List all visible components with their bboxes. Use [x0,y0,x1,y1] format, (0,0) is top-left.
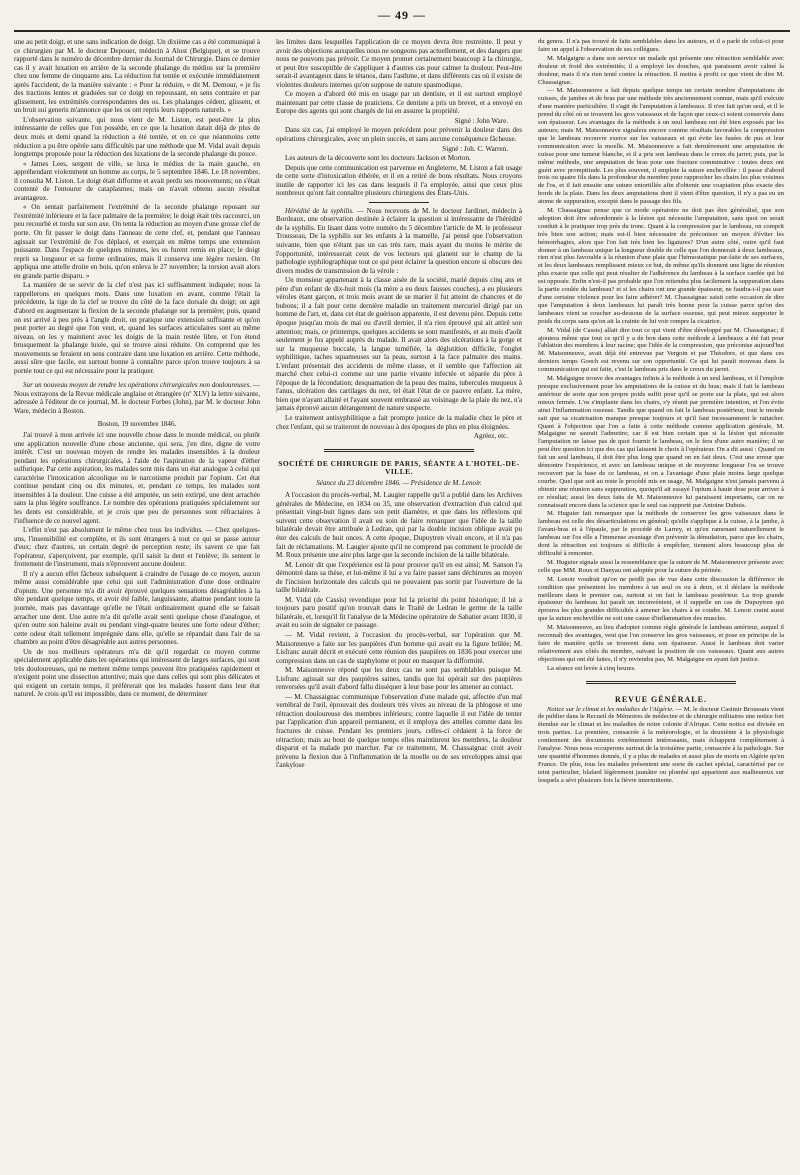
paragraph: — M. Maisonneuve a fait depuis quelque temps un certain nombre d'amputations de cuisses, de jambes et de bras par une méthode très anciennement connue, mais qu'il exécute d'une manière particulière. Il s'agit de l'amputation à lambeaux. Il n'en fait qu'un seul, et il le prend du côté où se trouvent les gros vaisseaux et de façon que ceux-ci soient conservés dans son épaisseur. Les avantages de la méthode à un seul lambeau ont été bien exposés par les auteurs; mais M. Maisonneuve signalera encore comme résultats favorables la compression que le lambeau recouvre exerce sur les vaisseaux et qui évite les fusées de pus et leur communication avec la moelle. M. Maisonneuve a fait dernièrement une amputation de cuisse pour une tumeur blanche, et il a pris son lambeau dans le creux du jarret; puis, par la même méthode, une amputation de bras pour une fracture comminutive : toutes deux ont guéri avec promptitude. Les plus souvent, il emploie la suture enchevillée : il passe d'abord trois ou quatre fils dans la profondeur du membre pour rapprocher les chairs les plus voisines de l'os, et il fait ensuite une suture entortillée afin d'obtenir une coaptation plus exacte des bords de la plaie. Dans les deux amputations dont il vient d'être question, il n'y a pas eu un atome de suppuration, excepté dans le passage des fils. [538,87,784,206]
page-number: — 49 — [378,8,426,22]
paragraph: L'effet n'est pas absolument le même chez tous les individus. — Chez quelques-uns, l'insensibilité est complète, et ils sont étrangers à tout ce qui se passe autour d'eux; chez d'autres, un certain degré de perception reste; ils savent ce que fait l'opérateur, s'aperçoivent, par exemple, qu'il saisit la dent et l'enlève; ils sentent le frottement de l'instrument, mais n'éprouvent aucune douleur. [14,526,260,569]
paragraph: Les auteurs de la découverte sont les docteurs Jackson et Morton. [285,154,471,163]
paragraph: M. Lenoir dit que l'expérience est là pour prouver qu'il en est ainsi; M. Sanson l'a démontré dans sa thèse, et lui-même il lui a vu faire passer sans déchirures au moyen de l'incision horizontale des calculs qui ne pouvaient pas sortir par l'ouverture de la taille bilatérale. [276,560,522,595]
paragraph: Il n'y a aucun effet fâcheux subséquent à craindre de l'usage de ce moyen, aucun même aussi considérable que celui qui suit l'administration d'une dose ordinaire d'opium. Une personne m'a dit avoir éprouvé quelques sensations désagréables à la tête pendant quelque temps, et avoir été faible, languissante, abattue pendant toute la journée, mais pas davantage qu'elle ne l'était ordinairement quand elle se faisait arracher une dent. Une autre m'a dit qu'elle avait senti quelque chose d'analogue, et qu'en outre son haleine avait eu pendant vingt-quatre heures une forte odeur d'éther; cette odeur était tellement imprégnée dans elle, qu'elle se répandait dans l'air de sa chambre au point d'être désagréable aux autres personnes. [14,569,260,647]
paragraph: Ce moyen a d'abord été mis en usage par un dentiste, et il est surtout employé maintenant par cette classe de praticiens. Ce dentiste a pris un brevet, et a envoyé en Europe des agents qui sont chargés de lui en assurer la propriété. [276,90,522,116]
paragraph: Un monsieur appartenant à la classe aisée de la société, marié depuis cinq ans et père d'un enfant de dix-huit mois (la mère a eu deux fausses couches), a eu plusieurs véroles étant garçon, et trois mois avant de se marier il fut atteint de chancres et de bubons; il a fait pour cette dernière maladie un traitement mercuriel dirigé par un homme de l'art, et, dans cet état de guérison apparente, il est devenu père. Depuis cette époque jusqu'au mois de mai ou d'avril dernier, il n'a rien éprouvé qui ait attiré son attention; mais, ce printemps, quelques accidents se sont manifestés, et au mois d'août seulement je fus appelé auprès du malade. Il avait alors des ulcérations à la gorge et sur la muqueuse buccale, la langue tuméfiée, la déglutition difficile, l'onglet syphilitique, taches squameuses sur la peau, surtout à la face palmaire des mains. L'enfant présentait des accidents de même classe, et il semble que l'affection ait marché chez celui-ci comme sur une partie vivante infectée et séparée du père à l'époque de la fécondation; desquamation de la peau des mains, tubercules muqueux à l'anus, ulcération des cartilages du nez, tel était l'état de ce pauvre enfant. La mère, bien que n'ayant allaité et l'ayant souvent embrassé au voisinage de la plaie du nez, n'a jamais éprouvé aucun dérangement de nature suspecte. [276,276,522,413]
article-intro-text: — Nous recevons de M. le docteur Jardinet, médecin à Bordeaux, une observation destinée à éclairer la question si intéressante de l'hérédité de la syphilis. En lisant dans votre numéro du 5 décembre l'article de M. le professeur Trousseau, De la syphilis sur les enfants à la mamelle, j'ai pensé que l'observation suivante, bien que n'étant pas un cas très rare, mais ayant du moins le mérite de l'opportunité, intéresserait ceux de vos lecteurs qui glanent sur le champ de la pathologie syphilographique tout ce qui peut éclairer la question encore si obscure des divers modes de transmission de la vérole : [276,206,522,275]
article-title: Notice sur le climat et les maladies de l'Algérie. [547,705,674,713]
session-line: Séance du 23 décembre 1846. — Présidence de M. Lenoir. [316,478,482,487]
article-intro-text: — M. le docteur Casimir Broussais vient de publier dans le Recueil de Mémoires de médecine et de chirurgie militaires une notice fort étendue sur le climat et les maladies de notre colonie d'Afrique. Cette notice est divisée en trois parties. La première, consacrée à la météorologie, et la deuxième à la physiologie contiennent des documents extrêmement intéressants, mais échappent complètement à l'analyse. Nous nous occuperons surtout de la troisième partie, consacrée à la pathologie. Sur une quantité d'hommes donnés, il y a plus de malades et aussi plus de morts en Algérie qu'en France. De plus, tous les malades présentent une sorte de cachet spécial, caractérisé par ce teint particulier, blafard légèrement jaunâtre ou plombé qui appartient aux malheureux sur lesquels a sévi plusieurs fois la fièvre intermittente. [538,705,784,784]
column-right [538,38,784,1163]
article-intro [14,381,260,415]
paragraph: une au petit doigt, et une sans indication de doigt. Un dixième cas a été communiqué à ce chirurgien par M. le docteur Depouer, médecin à Alost (Belgique), et se trouve rapporté dans le numéro de décembre dernier du Journal de Chirurgie. Dans ce dernier cas il y avait luxation en arrière de la seconde phalange du médius sur la première chez une femme de cinquante ans. La réduction fut tentée et exécutée immédiatement après l'accident, de la manière suivante : « Pour la réduire, » dit M. Demour, « je fis des tractions lentes et graduées sur ce doigt en repoussant, en sens contraire et par glissement, les extrémités correspondantes des os. Les phalanges cédent, glissent, et un bruit sui generis m'annonce que les os ont repris leurs rapports naturels. » [14,38,260,115]
paragraph: J'ai trouvé à mon arrivée ici une nouvelle chose dans le monde médical, ou plutôt une application nouvelle d'une chose ancienne, qui sera, j'en dire, digne de votre intérêt. C'est un nouveau moyen de rendre les malades insensibles à la douleur pendant les opérations chirurgicales, à l'aide de l'aspiration de la vapeur d'éther sulfurique. Par cette aspiration, les malades sont mis dans un état analogue à celui qui caractérise l'intoxication alcoolique ou le narcotisme produit par l'opium. Cet état continue pendant cinq ou dix minutes, et, pendant ce temps, les malades sont insensibles à la douleur. Une cuisse a été amputée, un sein extirpé, une dent arrachée sans la plus légère souffrance. Le nombre des opérations pratiquées spécialement sur les dents est considérable, et je crois que peu de personnes sont réfractaires à l'influence de ce nouvel agent. [14,431,260,525]
article-title: Hérédité de la syphilis. [285,206,354,215]
paragraph: les limites dans lesquelles l'application de ce moyen devra être restreinte. Il peut y avoir des objections auxquelles nous ne songeons pas actuellement, et des dangers que nous ne pouvons pas prévoir. Ce moyen promet certainement beaucoup à la chirurgie, et peut être susceptible de s'appliquer à d'autres cas pour calmer la douleur. Peut-être serait-il avantageux dans le tétanos, dans l'asthme, et dans différents cas où il existe de violentes douleurs internes qu'on suppose de nature spasmodique. [276,38,522,89]
paragraph: « James Lees, sergent de ville, se luxa le médius de la main gauche, en appréhendant violemment un homme au corps, le 5 septembre 1846. Le 18 novembre, il consulta M. Liston. Le doigt était difforme et avait perdu ses mouvements; on s'était contenté de l'entourer de cataplasmes; mais on n'avait obtenu aucun résultat avantageux. [14,159,260,202]
letter-dateline: Boston, 19 novembre 1846. [97,419,177,428]
section-separator [324,449,474,452]
column-middle [276,38,522,1163]
paragraph: M. Vidal (de Cassis) revendique pour lui la priorité du point historique; il lui a toujours paru positif qu'on trouvait dans le Traité de Ledran le germe de la taille bilatérale, et, lorsqu'il fit l'analyse de la Médecine opératoire de Sabatier avant 1830, il avait eu soin de signaler ce passage. [276,595,522,630]
paragraph: Depuis que cette communication est parvenue en Angleterre, M. Liston a fait usage de cette sorte d'intoxication éthérée, et il en a retiré de bons résultats. Nous croyons inutile de rapporter ici les cas dans lesquels il l'a employée, ainsi que ceux plus nombreux qu'ont fait connaître plusieurs chirurgiens des États-Unis. [276,163,522,198]
journal-page [14,8,790,1168]
paragraph: A l'occasion du procès-verbal, M. Laugier rappelle qu'il a publié dans les Archives générales de Médecine, en 1834 ou 35, une observation d'extraction d'un calcul qui présentait vingt-huit lignes dans son petit diamètre, et que dans les réflexions qui suivent cette observation il avait eu soin de faire remarquer que l'idée de la taille bilatérale devait être attribuée à Ledran, qui par la double incision oblique avait pu éter des calculs de huit onces. A cette époque, Dupuytren vivait encore, et il n'a pas fait de réclamations. M. Laugier ajoute qu'il ne comprend pas comment le procédé de M. Roux présente une aire plus large que la seconde incision de la taille bilatérale. [276,491,522,560]
signature: Signé : John Ware. [454,116,508,125]
paragraph: du genou. Il n'a pas trouvé de faits semblables dans les auteurs, et il a parlé de celui-ci pour faire un appel à l'observation de ses collègues. [538,38,784,53]
paragraph: M. Huguier fait remarquer que la méthode de conserver les gros vaisseaux dans le lambeau est celle des désarticulations en général; qu'elle s'applique à la cuisse, à la jambe, à l'avant-bras et à l'épaule, par le procédé de Larrey, et qu'en ramenant naturellement le lambeau sur l'os elle a l'immense avantage d'en prévenir la dénudation, parce que les chairs, dont la rétraction est toujours si difficile à empêcher, tiennent alors beaucoup plus de difficulté à remonter. [538,510,784,557]
paragraph: M. Lenoir voudrait qu'on ne perdît pas de vue dans cette discussion la différence de condition que présentent les membres à un seul os ou à deux, et il déclare la méthode meilleure dans le premier cas, surtout si on fait le lambeau postérieur. La trop grande épaisseur du lambeau lui paraît un inconvénient, et il rappelle un cas de Dupuytren qui éprouva les plus grandes difficultés à amener les chairs à se coudre. M. Lenoir craint aussi que la suture enchevillée ne soit une cause d'inflammation des muscles. [538,575,784,623]
paragraph: M. Chassaignac pense que ce mode opératoire ne doit pas être généralisé, que son adoption doit être subordonnée à la lésion qui nécessite l'amputation, sans quoi on serait conduit à le pratiquer trop près du tronc. Quant à la compression par le lambeau, on comprit très bien son action; mais est-il bien nécessaire de préconiser un moyen d'éviter les hémorrhagies, alors que l'on fait très bien les ligatures? D'un autre côté, outre qu'il faut donner à un lambeau unique la longueur double de celle que l'on donnerait à deux lambeaux, rien n'est plus favorable à la réunion d'une plaie que l'hémostatique par-faite de ses surfaces, et les deux lambeaux remplissent mieux ce but, de même qu'ils donnent une ligne de réunion plus exacte que celle qui peut résulter de l'adhérence du lambeau à la surface cardée qui lui est opposée. Enfin n'est-il pas probable que l'on retiendra plus facilement la suppuration dans la partie coulée du lambeau? et si les chairs ont une grande épaisseur, ne faudra-t-il pas user d'une certaine violence pour les faire adhérer? M. Chassaignac saisit cette occasion de dire que l'amputation à deux lambeaux lui paraît très bonne pour la cuisse parce qu'on des lambeaux vient se coucher au-dessous de la surface osseuse, qui peut mieux supporter le poids du corps sans qu'on ait la crainte de lui voir rompre la cicatrice. [538,207,784,325]
paragraph: La séance est levée à cinq heures. [547,664,636,672]
article-title: Sur un nouveau moyen de rendre les opérations chirurgicales non douloureuses. [23,381,252,390]
paragraph: Dans six cas, j'ai employé le moyen précédent pour prévenir la douleur dans des opérations chirurgicales, avec un plein succès, et sans aucune conséquence fâcheuse. [276,126,522,144]
paragraph: M. Vidal (de Cassis) allait dire tout ce qui vient d'être développé par M. Chassaignac; il ajoutera même que tout ce qu'il y a de bon dans cette méthode à lambeaux a été fait pour l'ablation des membres à leur racine; que l'idée de la compression, que préconise aujourd'hui M. Maisonneuve, avait déjà été entrevue par Vergoin et par Théodore, et que dans ces derniers temps Gooch est revenu sur son opportunité. Ce qui lui paraît nouveau dans la communication qui est faite, c'est le lambeau pris dans le creux du jarret. [538,326,784,374]
article-intro [538,706,784,785]
article-intro-text: — Nous extrayons de la Revue médicale anglaise et étrangère (nº XLV) la lettre suivante, adressée à l'éditeur de ce journal, M. le docteur Forbes (John), par M. le docteur John Ware, médecin à Boston. [14,381,260,415]
paragraph: L'observation suivante, qui nous vient de M. Liston, est peut-être la plus intéressante de celles que l'on possède, en ce que la luxation datait déjà de plus de deux mois et demi quand la réduction a été tentée, et en ce que néanmoins cette réduction a pu être opérée sans difficultés par une méthode que M. Vidal avait depuis longtemps proposée pour la réduction des luxations de la seconde phalange du pouce. [14,115,260,159]
paragraph: « On sentait parfaitement l'extrémité de la seconde phalange reposant sur l'extrémité inférieure et la face palmaire de la première; le doigt était très raccourci, un peu recourbé et tordu sur son axe. On tenta la réduction au moyen d'une grosse clef de porte. On fit passer le doigt dans l'anneau de cette clef, et, pendant que l'anneau agissait sur l'extrémité de l'os déplacé, et exerçait en même temps une extension puissante. Dans l'espace de quelques minutes, les os furent remis en place; le doigt reprit sa longueur et sa forme ordinaires, mais il conserva une légère torsion. On appliqua une attelle droite en bois, qu'on enleva le 27 novembre; la torsion avait alors en grande partie disparu. » [14,203,260,280]
paragraph: M. Malgaigne trouve des avantages infinis à la méthode à un seul lambeau, et il l'emploie presque exclusivement pour les amputations de la cuisse et du bras; mais il fait le lambeau antérieur de sorte que son propre poids suffit pour qu'il se porte sur la plaie, qui est alors mieux fermée. L'os s'implante dans les chairs, s'y réunit par première intention, et l'on évite ainsi l'inflammation osseuse. Tandis que quand on fait le lambeau postérieur, tout le monde sait que sa cicatrisation manque presque toujours et qu'il faut incessamment le rattacher. Quant à l'objection que l'on a faite à cette méthode comme application générale, M. Malgaigne ne saurait l'admettre; car il est bien certain que si la lésion qui nécessite l'amputation ne laisse pas de quoi fournir le lambeau, on le fera d'une autre manière; il ne peut être question ici que des cas qui laissent le choix à l'opérateur. On a dit aussi : Quand on fait un seul lambeau, il doit être plus long que quand on en fait deux. C'est une erreur que démontre l'expérience, et avec un lambeau unique et de moyenne longueur l'os se trouve recouvert par la base de ce lambeau, et on a l'avantage d'une plaie moins large quelque courbe. Quel que soit au reste le procédé mis en usage, M. Malgaigne n'est jamais parvenu à obtenir une réunion sans suppuration, quoiqu'il ait essayé l'opium à haute dose pour arriver à ce résultat; aussi les deux faits de M. Maisonneuve lui paraissent importants, car on ne connaissait encore dans la science que le seul cas rapporté par Antoine Dubois. [538,375,784,509]
article-intro [276,207,522,275]
section-heading: SOCIÉTÉ DE CHIRURGIE DE PARIS, SÉANTE A L'HOTEL-DE-VILLE. [278,458,520,477]
paragraph: Un de nos meilleurs opérateurs m'a dit qu'il regardait ce moyen comme spécialement applicable dans les opérations qui intéressent de larges surfaces, qui sont très douloureuses, qui ne mettent même temps peuvent être pratiquées rapidement et n'exigent point une dissection attentive; mais que dans celles qui sont plus délicates et qui exigent un certain temps, il préférerait que les malades fussent dans leur état naturel. Je crois qu'il est impossible, dans ce moment, de déterminer [14,647,260,699]
paragraph: La manière de se servir de la clef n'est pas ici suffisamment indiquée; nous la rappellerons en quelques mots. Dans une luxation en avant, comme l'était la précédente, la tige de la clef se trouve du côté de la face dorsale du doigt; on agit d'abord en augmentant la flexion de la seconde phalange sur la première; puis, quand on est arrivé à peu près à l'angle droit, on pratique une extension suffisante et qu'on peut porter au degré que l'on veut, et, quand les surfaces articulaires sont au même niveau, on les y maintient avec les doigts de la main restée libre, et l'on étend brusquement la phalange luxée, qui se trouve ainsi réduite. On comprend que les mouvements se feraient en sens contraire dans une luxation en arrière. Cette méthode, aussi sûre que facile, est surtout bonne à connaître parce qu'on trouve toujours à sa portée tout ce qui est nécessaire pour la pratiquer. [14,281,260,375]
paragraph: M. Malgaigne a dans son service un malade qui présente une rétraction semblable avec douleur et froid des extrémités; il a employé les douches, qui paraissent avoir calmé la douleur, mais il n'a rien tenté contre la rétraction. Il mettra à profit ce que vient de dire M. Chassaignac. [538,54,784,86]
paragraph: — M. Vidal revient, à l'occasion du procès-verbal, sur l'opération que M. Maisonneuve a faite sur les paupières d'un homme qui avait eu la figure brûlée; M. Lisfranc aurait décrit et exécuté cette réunion des paupières en 1836 pour exercer une compression dans un cas de staphylome et pour en masquer la difformité. [276,631,522,665]
column-left [14,38,260,1163]
section-heading: REVUE GÉNÉRALE. [615,694,707,704]
paragraph: M. Maisonneuve, au lieu d'adopter comme règle générale le lambeau antérieur, auquel il reconnaît des avantages, veut que l'on conserve les gros vaisseaux, et pose en principe de la faire de manière qu'ils se trouvent dans son épaisseur. Aussi le lambeau doit varier relativement aux côtés du membre, suivant la position de ces vaisseaux. Quant aux autres objections qui ont été faites, il n'y reviendra pas, M. Malgaigne en ayant fait justice. [538,624,784,663]
closing: Agréez, etc. [473,432,508,441]
paragraph: M. Huguier signale aussi la ressemblance que la suture de M. Maisonneuve présente avec celle que MM. Roux et Danyau ont adoptée pour la suture du périnée. [538,558,784,574]
paragraph: — M. Chassaignac communique l'observation d'une malade qui, affectée d'un mal vertébral de l'œil, éprouvait des douleurs très vives au niveau de la phlogose et une rétraction douloureuse des membres inférieurs; contre laquelle il eut l'idée de tenter par l'application d'un appareil permanent, et il employa des attelles comme dans les fractures de cuisse. Pendant les premiers jours, celles-ci cédaient à la force de rétraction; mais au bout de quelque temps elles maintinrent les membres, la douleur disparut et la malade put marcher. Par ce traitement, M. Chassaignac croit avoir prévenu la flexion due à l'inflammation de la moelle ou de ses enveloppes ainsi que l'ankylose [276,692,522,770]
signature: Signé : Joh. C. Warren. [442,144,508,153]
section-separator [586,681,736,684]
paragraph: M. Maisonneuve répond que les deux cas ne sont pas semblables puisque M. Lisfranc agissait sur des paupières saines, tandis que lui opérait sur des paupières renversées qu'il avait d'abord fallu disséquer à leur base pour les amener au contact. [276,666,522,692]
header-rule [14,30,790,32]
paragraph: Le traitement antisyphilitique a fait prompte justice de la maladie chez le père et chez l'enfant, qui se traiteront de nouveau à des époques de plus en plus éloignées. [276,413,522,431]
separator [369,202,429,203]
